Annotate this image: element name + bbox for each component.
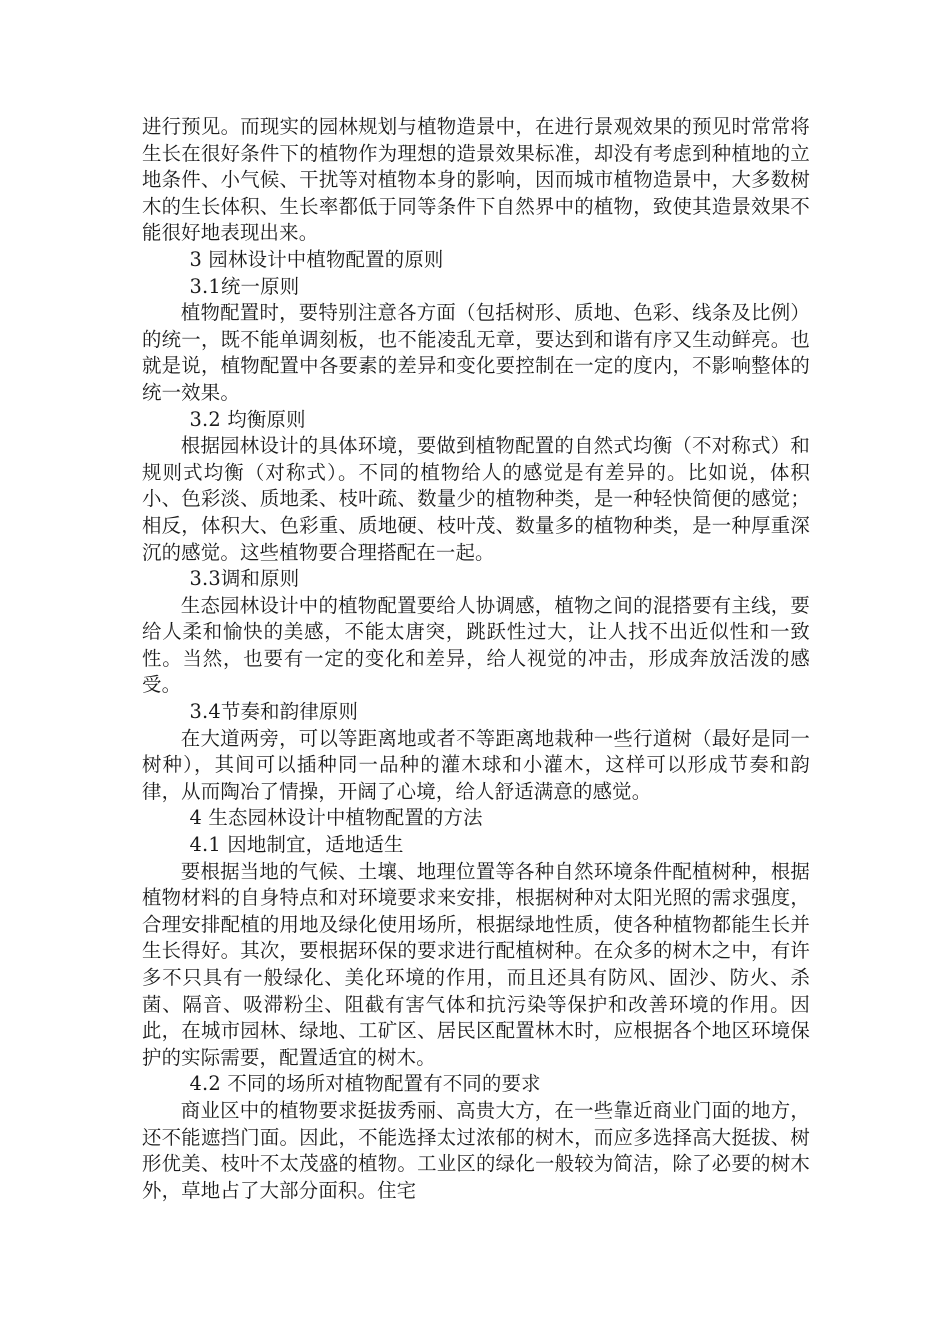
paragraph-3-2: 根据园林设计的具体环境，要做到植物配置的自然式均衡（不对称式）和规则式均衡（对称式）。不同的植物给人的感觉是有差异的。比如说，体积小、色彩淡、质地柔、枝叶疏、数量少的植物种类，是一种轻快简便的感觉；相反，体积大、色彩重、质地硬、枝叶茂、数量多的植物种类，是一种厚重深沉的感觉。这些植物要合理搭配在一起。 — [142, 434, 810, 564]
paragraph-continued: 进行预见。而现实的园林规划与植物造景中，在进行景观效果的预见时常常将生长在很好条件下的植物作为理想的造景效果标准，却没有考虑到种植地的立地条件、小气候、干扰等对植物本身的影响，因而城市植物造景中，大多数树木的生长体积、生长率都低于同等条件下自然界中的植物，致使其造景效果不能很好地表现出来。 — [142, 115, 810, 245]
document-page — [142, 114, 810, 1204]
section-heading-4: 4 生态园林设计中植物配置的方法 — [189, 806, 483, 830]
subheading-3-1: 3.1统一原则 — [189, 274, 300, 298]
subheading-3-3: 3.3调和原则 — [189, 567, 300, 591]
subheading-3-4: 3.4节奏和韵律原则 — [189, 700, 359, 724]
paragraph-3-1: 植物配置时，要特别注意各方面（包括树形、质地、色彩、线条及比例）的统一，既不能单调刻板，也不能凌乱无章，要达到和谐有序又生动鲜亮。也就是说，植物配置中各要素的差异和变化要控制在一定的度内，不影响整体的统一效果。 — [142, 301, 810, 404]
paragraph-4-1: 要根据当地的气候、土壤、地理位置等各种自然环境条件配植树种，根据植物材料的自身特点和对环境要求来安排，根据树种对太阳光照的需求强度，合理安排配植的用地及绿化使用场所，根据绿地性质，使各种植物都能生长并生长得好。其次，要根据环保的要求进行配植树种。在众多的树木之中，有许多不只具有一般绿化、美化环境的作用，而且还具有防风、固沙、防火、杀菌、隔音、吸滞粉尘、阻截有害气体和抗污染等保护和改善环境的作用。因此，在城市园林、绿地、工矿区、居民区配置林木时，应根据各个地区环境保护的实际需要，配置适宜的树木。 — [142, 859, 810, 1069]
subheading-4-2: 4.2 不同的场所对植物配置有不同的要求 — [189, 1072, 541, 1096]
paragraph-3-4: 在大道两旁，可以等距离地或者不等距离地栽种一些行道树（最好是同一树种），其间可以插种同一品种的灌木球和小灌木，这样可以形成节奏和韵律，从而陶冶了情操，开阔了心境，给人舒适满意的感觉。 — [142, 726, 810, 803]
subheading-3-2: 3.2 均衡原则 — [189, 407, 306, 431]
section-heading-3: 3 园林设计中植物配置的原则 — [189, 247, 444, 271]
paragraph-3-3: 生态园林设计中的植物配置要给人协调感，植物之间的混搭要有主线，要给人柔和愉快的美感，不能太唐突，跳跃性过大，让人找不出近似性和一致性。当然，也要有一定的变化和差异，给人视觉的冲击，形成奔放活泼的感受。 — [142, 593, 810, 697]
subheading-4-1: 4.1 因地制宜，适地适生 — [189, 833, 404, 857]
paragraph-4-2: 商业区中的植物要求挺拔秀丽、高贵大方，在一些靠近商业门面的地方，还不能遮挡门面。因此，不能选择太过浓郁的树木，而应多选择高大挺拔、树形优美、枝叶不太茂盛的植物。工业区的绿化一般较为简洁，除了必要的树木外，草地占了大部分面积。住宅 — [142, 1098, 810, 1202]
